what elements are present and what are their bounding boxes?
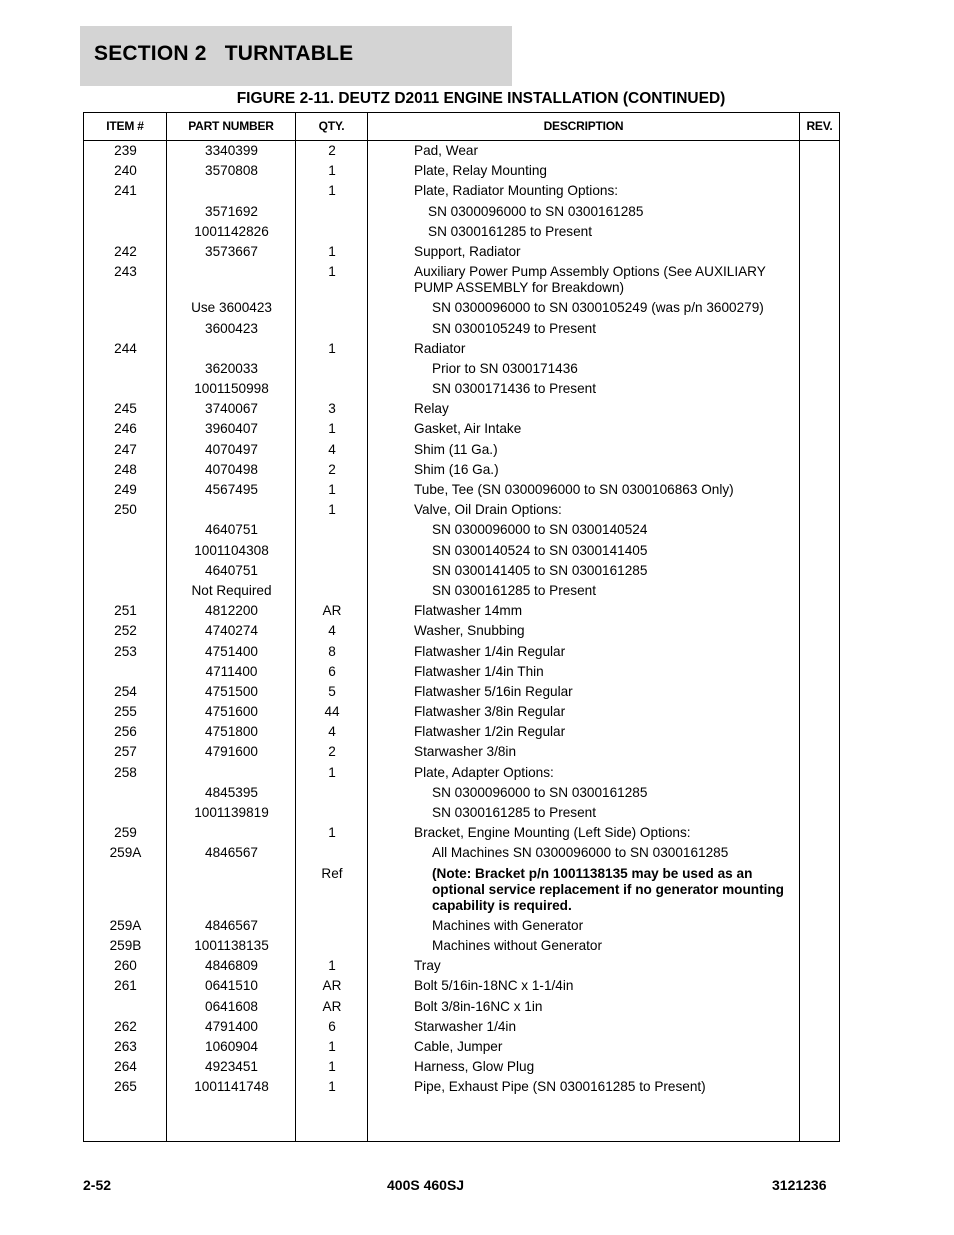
- table-row: [84, 916, 839, 936]
- table-row: [84, 581, 839, 601]
- description-cell: Bolt 5/16in-18NC x 1-1/4in: [414, 978, 574, 994]
- qty-cell: 1: [328, 1038, 336, 1054]
- item-cell: 252: [114, 623, 137, 639]
- table-row: [84, 379, 839, 399]
- table-row: [84, 976, 839, 996]
- description-cell: Pad, Wear: [414, 143, 478, 158]
- description-cell: SN 0300096000 to SN 0300161285: [428, 203, 644, 219]
- description-cell: All Machines SN 0300096000 to SN 0300161285: [432, 845, 729, 861]
- item-cell: 250: [114, 502, 137, 518]
- part-number-cell: 1001150998: [194, 381, 269, 397]
- description-cell: SN 0300141405 to SN 0300161285: [432, 562, 648, 578]
- qty-cell: 1: [328, 482, 336, 497]
- qty-cell: Ref: [321, 865, 343, 881]
- item-cell: 258: [114, 764, 137, 780]
- part-number-cell: 4751500: [205, 683, 258, 699]
- description-cell: Flatwasher 14mm: [414, 603, 523, 619]
- table-row: [84, 319, 839, 339]
- description-cell: SN 0300161285 to Present: [428, 223, 593, 239]
- item-cell: 239: [114, 143, 137, 158]
- item-cell: 254: [114, 683, 137, 699]
- part-number-cell: 4846567: [205, 917, 258, 933]
- description-cell: (Note: Bracket p/n 1001138135 may be used as an optional service replacement if no generator mounting capability is required.: [432, 865, 784, 913]
- item-cell: 259: [114, 825, 137, 841]
- part-number-cell: 4711400: [205, 663, 258, 679]
- item-cell: 262: [114, 1018, 137, 1034]
- description-cell: Prior to SN 0300171436: [432, 360, 578, 376]
- page-number: 2-52: [83, 1177, 112, 1193]
- part-number-cell: 1001141748: [194, 1079, 269, 1095]
- description-cell: Harness, Glow Plug: [414, 1059, 535, 1075]
- item-cell: 259A: [109, 845, 142, 861]
- qty-cell: AR: [322, 978, 342, 994]
- description-cell: Bracket, Engine Mounting (Left Side) Options:: [414, 825, 691, 841]
- table-row: [84, 480, 839, 500]
- item-cell: 260: [114, 958, 137, 974]
- description-cell: Plate, Relay Mounting: [414, 163, 547, 179]
- qty-cell: AR: [322, 603, 342, 619]
- part-number-cell: 3960407: [205, 421, 258, 437]
- description-cell: Machines with Generator: [432, 917, 584, 933]
- table-row: [84, 419, 839, 439]
- item-cell: 242: [114, 243, 137, 259]
- item-cell: 256: [114, 724, 137, 740]
- table-row: [84, 1057, 839, 1077]
- part-number-cell: 4791400: [205, 1018, 258, 1034]
- table-row: [84, 1037, 839, 1057]
- item-cell: 257: [114, 744, 137, 760]
- table-row: [84, 621, 839, 641]
- item-cell: 243: [114, 264, 137, 280]
- item-cell: 251: [114, 603, 137, 619]
- table-row: [84, 702, 839, 722]
- description-cell: Pipe, Exhaust Pipe (SN 0300161285 to Present): [414, 1079, 706, 1095]
- figure-title: FIGURE 2-11. DEUTZ D2011 ENGINE INSTALLATION (CONTINUED): [236, 90, 726, 107]
- table-row: [84, 682, 839, 702]
- item-cell: 247: [114, 441, 137, 457]
- description-cell: SN 0300161285 to Present: [432, 805, 597, 820]
- parts-table: [83, 112, 840, 1142]
- qty-cell: 2: [328, 143, 336, 158]
- part-number-cell: 3573667: [205, 243, 258, 259]
- qty-cell: 5: [328, 683, 336, 699]
- qty-cell: 1: [328, 421, 336, 437]
- column-header-part-number: PART NUMBER: [188, 119, 274, 133]
- item-cell: 244: [114, 340, 137, 356]
- part-number-cell: 4751600: [205, 704, 258, 720]
- description-cell: Tray: [414, 958, 441, 974]
- item-cell: 241: [114, 183, 137, 199]
- description-cell: Plate, Adapter Options:: [414, 764, 554, 780]
- part-number-cell: 4751800: [205, 724, 258, 740]
- qty-cell: 1: [328, 264, 336, 280]
- description-cell: Bolt 3/8in-16NC x 1in: [414, 998, 543, 1014]
- table-row: [84, 181, 839, 201]
- item-cell: 264: [114, 1059, 137, 1075]
- part-number-cell: 4812200: [205, 603, 258, 619]
- part-number-cell: 0641608: [205, 998, 258, 1014]
- part-number-cell: Use 3600423: [191, 300, 272, 316]
- item-cell: 249: [114, 482, 137, 497]
- description-cell: Flatwasher 1/4in Regular: [414, 643, 566, 659]
- part-number-cell: 4751400: [205, 643, 258, 659]
- part-number-cell: 1060904: [205, 1038, 258, 1054]
- qty-cell: 4: [328, 623, 336, 639]
- item-cell: 259B: [109, 937, 142, 953]
- table-row: [84, 500, 839, 520]
- part-number-cell: 4791600: [205, 744, 258, 760]
- table-row: [84, 242, 839, 262]
- model-name: 400S 460SJ: [387, 1177, 465, 1193]
- item-cell: 255: [114, 704, 137, 720]
- table-row: [84, 399, 839, 419]
- description-cell: Flatwasher 1/2in Regular: [414, 724, 566, 740]
- qty-cell: 1: [328, 340, 336, 356]
- table-row: [84, 202, 839, 222]
- part-number-cell: 0641510: [205, 978, 258, 994]
- qty-cell: 2: [328, 461, 336, 477]
- part-number-cell: 4070497: [205, 441, 258, 457]
- part-number-cell: 4070498: [205, 461, 258, 477]
- table-row: [84, 936, 839, 956]
- table-row: [84, 722, 839, 742]
- document-number: 3121236: [772, 1177, 827, 1193]
- description-cell: Machines without Generator: [432, 937, 603, 953]
- table-row: [84, 262, 839, 298]
- item-cell: 248: [114, 461, 137, 477]
- table-row: [84, 642, 839, 662]
- qty-cell: 1: [328, 163, 336, 179]
- qty-cell: 1: [328, 764, 336, 780]
- item-cell: 261: [114, 978, 137, 994]
- qty-cell: 1: [328, 1059, 336, 1075]
- table-row: [84, 956, 839, 976]
- qty-cell: 1: [328, 243, 336, 259]
- description-cell: Starwasher 3/8in: [414, 744, 517, 760]
- section-title: SECTION 2 TURNTABLE: [94, 42, 354, 65]
- description-cell: Relay: [414, 401, 449, 417]
- section-banner: [80, 26, 512, 86]
- part-number-cell: 1001104308: [194, 542, 269, 558]
- part-number-cell: 3740067: [205, 401, 258, 417]
- part-number-cell: 3571692: [205, 203, 258, 219]
- qty-cell: 1: [328, 1079, 336, 1095]
- part-number-cell: 3620033: [205, 360, 258, 376]
- table-row: [84, 298, 839, 318]
- item-cell: 259A: [109, 917, 142, 933]
- description-cell: Gasket, Air Intake: [414, 421, 522, 437]
- part-number-cell: Not Required: [191, 582, 272, 598]
- part-number-cell: 3570808: [205, 163, 258, 179]
- part-number-cell: 4923451: [205, 1059, 258, 1075]
- part-number-cell: 1001138135: [194, 937, 269, 953]
- part-number-cell: 4640751: [205, 562, 258, 578]
- table-row: [84, 803, 839, 823]
- item-cell: 240: [114, 163, 137, 179]
- table-row: [84, 339, 839, 359]
- qty-cell: 6: [328, 1018, 336, 1034]
- qty-cell: 8: [328, 643, 336, 659]
- item-cell: 265: [114, 1079, 137, 1095]
- description-cell: SN 0300161285 to Present: [432, 582, 597, 598]
- description-cell: SN 0300105249 to Present: [432, 320, 597, 336]
- table-row: [84, 520, 839, 540]
- part-number-cell: 4567495: [205, 482, 258, 497]
- description-cell: SN 0300096000 to SN 0300140524: [432, 522, 648, 538]
- column-header-item: ITEM #: [106, 119, 144, 133]
- table-row: [84, 359, 839, 379]
- item-cell: 246: [114, 421, 137, 437]
- description-cell: Auxiliary Power Pump Assembly Options (See AUXILIARY PUMP ASSEMBLY for Breakdown): [414, 264, 766, 296]
- part-number-cell: 3340399: [205, 143, 258, 158]
- qty-cell: 1: [328, 502, 336, 518]
- description-cell: Plate, Radiator Mounting Options:: [414, 183, 619, 199]
- table-body: [84, 141, 839, 1097]
- qty-cell: 2: [328, 744, 336, 760]
- table-row: [84, 763, 839, 783]
- table-row: [84, 561, 839, 581]
- description-cell: Starwasher 1/4in: [414, 1018, 517, 1034]
- table-row: [84, 460, 839, 480]
- description-cell: Flatwasher 3/8in Regular: [414, 704, 566, 720]
- table-row: [84, 1017, 839, 1037]
- description-cell: Radiator: [414, 340, 466, 356]
- qty-cell: 6: [328, 663, 336, 679]
- description-cell: Tube, Tee (SN 0300096000 to SN 0300106863 Only): [414, 482, 734, 497]
- description-cell: Flatwasher 1/4in Thin: [414, 663, 544, 679]
- table-row: [84, 601, 839, 621]
- table-row: [84, 864, 839, 916]
- table-row: [84, 662, 839, 682]
- description-cell: Flatwasher 5/16in Regular: [414, 683, 573, 699]
- description-cell: Shim (11 Ga.): [414, 441, 498, 457]
- part-number-cell: 4640751: [205, 522, 258, 538]
- description-cell: SN 0300096000 to SN 0300105249 (was p/n 3600279): [432, 300, 764, 316]
- table-row: [84, 997, 839, 1017]
- table-row: [84, 440, 839, 460]
- table-row: [84, 222, 839, 242]
- item-cell: 245: [114, 401, 137, 417]
- part-number-cell: 1001139819: [194, 805, 269, 820]
- item-cell: 253: [114, 643, 137, 659]
- qty-cell: 3: [328, 401, 336, 417]
- description-cell: Support, Radiator: [414, 243, 521, 259]
- table-row: [84, 843, 839, 863]
- description-cell: SN 0300171436 to Present: [432, 381, 597, 397]
- part-number-cell: 3600423: [205, 320, 258, 336]
- table-row: [84, 742, 839, 762]
- part-number-cell: 1001142826: [194, 223, 269, 239]
- column-header-qty: QTY.: [318, 119, 345, 133]
- item-cell: 263: [114, 1038, 137, 1054]
- part-number-cell: 4846809: [205, 958, 258, 974]
- description-cell: SN 0300096000 to SN 0300161285: [432, 784, 648, 800]
- table-row: [84, 823, 839, 843]
- qty-cell: 4: [328, 441, 336, 457]
- description-cell: Washer, Snubbing: [414, 623, 525, 639]
- table-row: [84, 141, 839, 161]
- qty-cell: 1: [328, 958, 336, 974]
- qty-cell: 1: [328, 183, 336, 199]
- description-cell: Cable, Jumper: [414, 1038, 503, 1054]
- qty-cell: AR: [322, 998, 342, 1014]
- part-number-cell: 4845395: [205, 784, 258, 800]
- column-header-description: DESCRIPTION: [543, 119, 624, 133]
- column-header-rev: REV.: [806, 119, 833, 133]
- table-row: [84, 161, 839, 181]
- description-cell: Valve, Oil Drain Options:: [414, 502, 562, 518]
- table-row: [84, 783, 839, 803]
- description-cell: SN 0300140524 to SN 0300141405: [432, 542, 648, 558]
- table-row: [84, 541, 839, 561]
- qty-cell: 4: [328, 724, 336, 740]
- part-number-cell: 4740274: [205, 623, 258, 639]
- description-cell: Shim (16 Ga.): [414, 461, 499, 477]
- part-number-cell: 4846567: [205, 845, 258, 861]
- table-row: [84, 1077, 839, 1097]
- qty-cell: 44: [324, 704, 340, 720]
- qty-cell: 1: [328, 825, 336, 841]
